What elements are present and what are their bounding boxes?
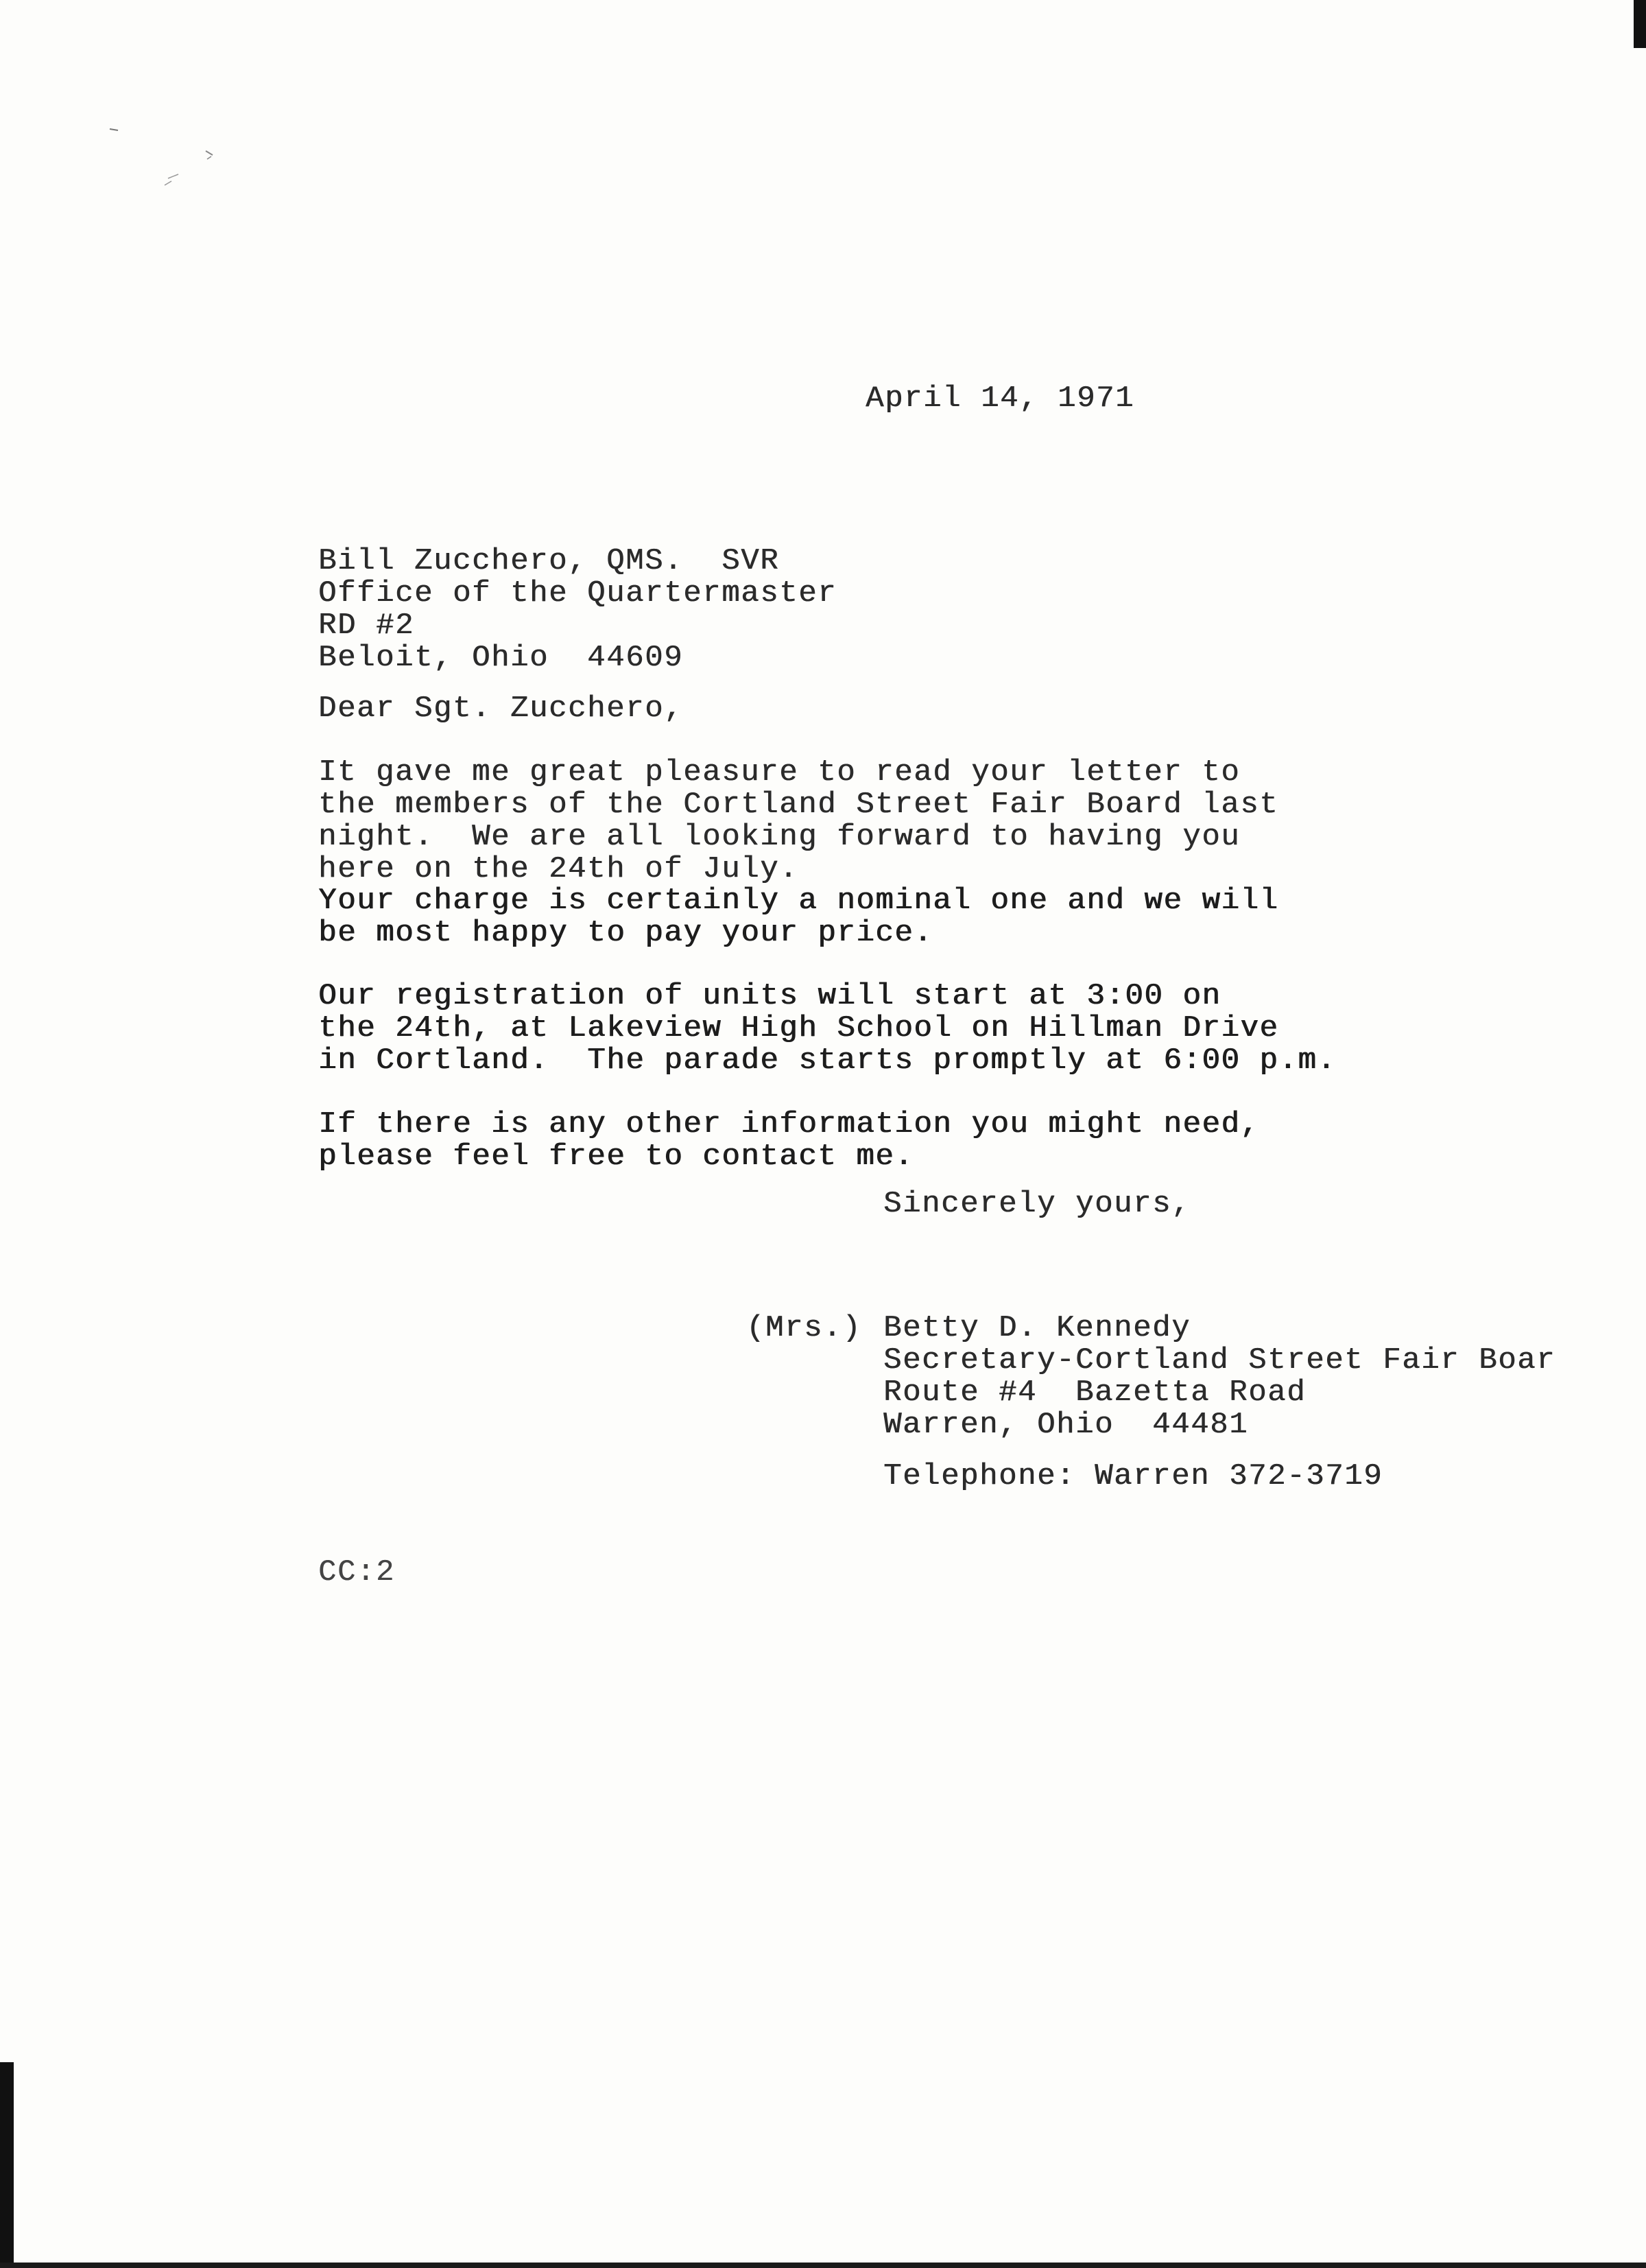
signature-name: Betty D. Kennedy [883,1311,1191,1345]
body-paragraph-2: Your charge is certainly a nominal one and we will be most happy to pay your price. [318,884,1279,950]
recipient-name: Bill Zucchero, QMS. SVR [318,544,780,578]
scan-edge-right [1634,0,1646,48]
body-paragraph-4: If there is any other information you might need, please feel free to contact me. [318,1107,1260,1174]
signature-city: Warren, Ohio 44481 [883,1408,1249,1442]
recipient-route: RD #2 [318,609,415,643]
body-paragraph-3: Our registration of units will start at 3:00 on the 24th, at Lakeview High School on Hillman Drive in Cortland. The parade starts promptly at 6:00 p.m. [318,979,1337,1078]
signature-route: Route #4 Bazetta Road [883,1375,1307,1410]
signature-title: Secretary-Cortland Street Fair Boar [883,1343,1556,1378]
signature-prefix: (Mrs.) [746,1311,862,1345]
signature-phone: Telephone: Warren 372-3719 [883,1459,1383,1493]
carbon-copy-note: CC:2 [318,1555,396,1590]
letter-date: April 14, 1971 [866,381,1135,416]
salutation: Dear Sgt. Zucchero, [318,692,684,726]
recipient-office: Office of the Quartermaster [318,576,837,611]
paper-specks [103,117,240,199]
scan-edge-bottom [0,2263,1646,2268]
closing: Sincerely yours, [883,1187,1191,1221]
scan-edge-left [0,2062,14,2268]
recipient-city: Beloit, Ohio 44609 [318,641,684,675]
body-paragraph-1: It gave me great pleasure to read your letter to the members of the Cortland Street Fair Board last night. We are all looking forward to having you here on the 24th of July. [318,755,1279,886]
